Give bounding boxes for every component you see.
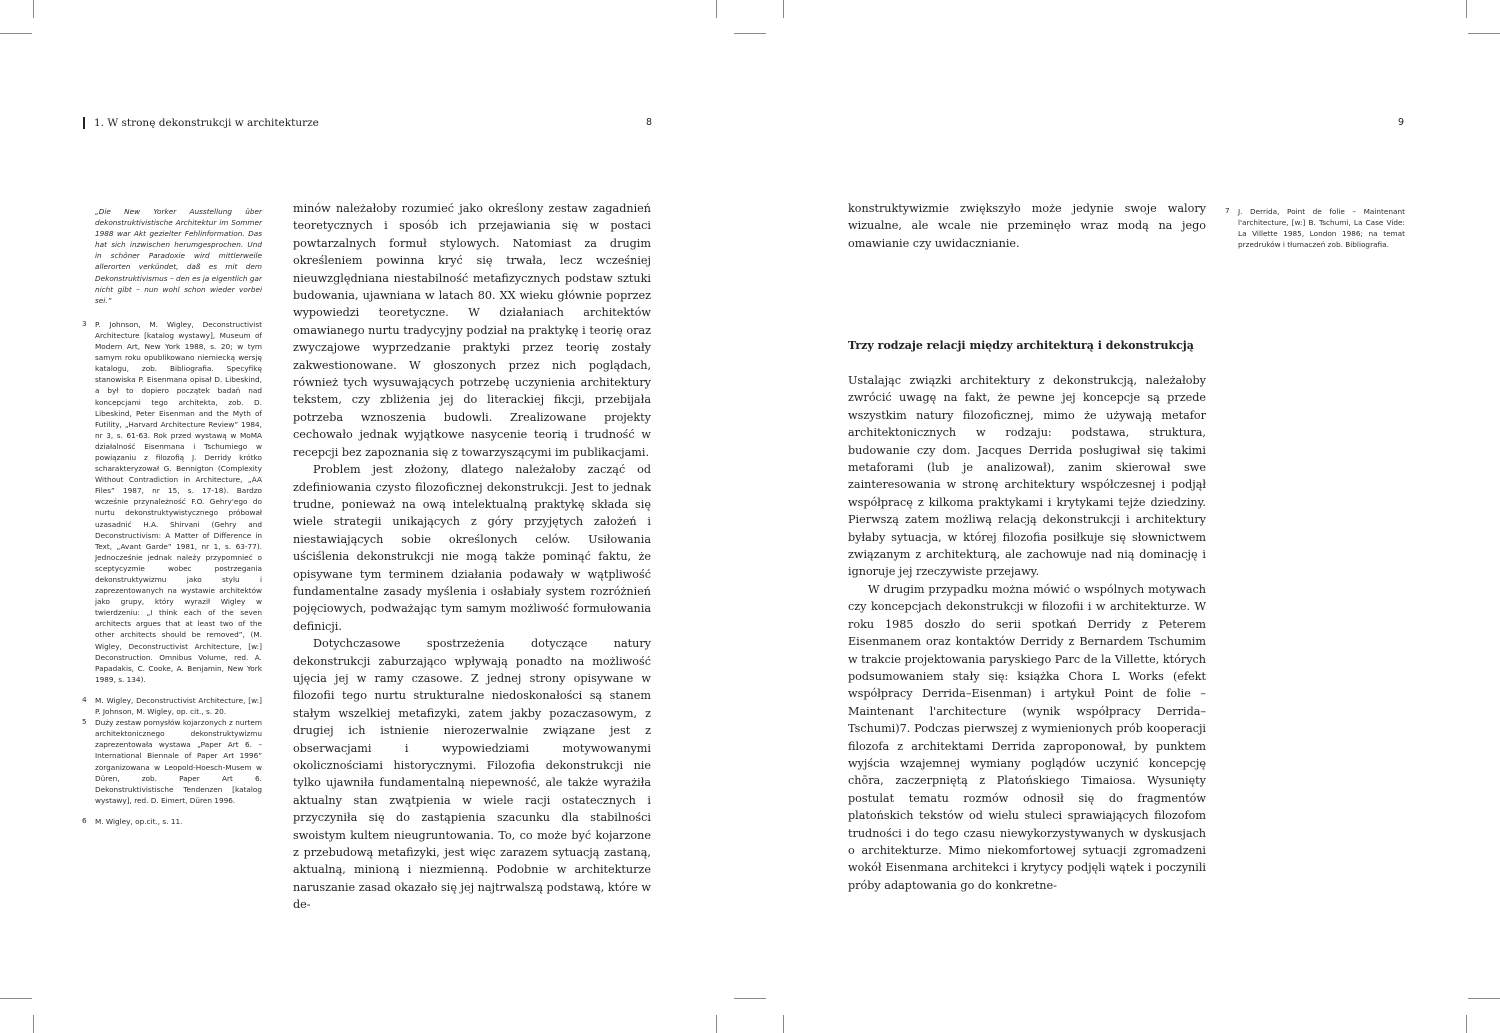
section-heading: Trzy rodzaje relacji między architekturą i dekonstrukcją <box>848 339 1194 352</box>
right-body-text <box>848 372 1206 894</box>
running-head-title: 1. W stronę dekonstrukcji w architekturze <box>94 117 319 129</box>
left-footnotes <box>82 206 262 827</box>
footnote-text: Duży zestaw pomysłów kojarzonych z nurtem architektonicznego dekonstruktywizmu zaprezentowała wystawa „Paper Art 6. – International Biennale of Paper Art 1996” zorganizowana w Leopold-Hoesch-Musem w Düren, zob. Paper Art 6. Dekonstruktivistische Tendenzen [katalog wystawy], red. D. Eimert, Düren 1996. <box>95 718 262 805</box>
footnote-5 <box>82 717 262 806</box>
footnote-6 <box>82 815 262 827</box>
footnote-text: M. Wigley, op.cit., s. 11. <box>95 816 183 826</box>
footnote-number: 6 <box>82 815 87 825</box>
paragraph: minów należałoby rozumieć jako określony zestaw zagadnień teoretycznych i sposób ich przejawiania się w postaci powtarzalnych formuł stylowych. Natomiast za drugim określeniem powinna kryć się trwała, lecz wcześniej nieuwzględniana niestabilność metafizycznych podstaw sztuki budowania, ujawniana w latach 80. XX wieku głównie poprzez wypowiedzi teoretyczne. W działaniach architektów omawianego nurtu tradycyjny podział na praktykę i teorię oraz zwyczajowe wyprzedzanie praktyki przez teorię zostały zakwestionowane. W głoszonych przez nich poglądach, również tych wysuwających potrzebę uczynienia architektury tekstem, czy zbliżenia jej do literackiej fikcji, przebijała potrzeba wznoszenia budowli. Zrealizowane projekty cechowało jednak wyjątkowe nasycenie teorią i trudność w recepcji bez zapoznania się z towarzyszącymi im publikacjami. <box>293 202 651 459</box>
footnote-4 <box>82 694 262 717</box>
crop-mark <box>783 0 784 18</box>
crop-mark <box>1468 998 1500 999</box>
footnote-number: 4 <box>82 694 87 704</box>
footnote-text: J. Derrida, Point de folie – Maintenant l'architecture, [w:] B. Tschumi, La Case Vide: La Villette 1985, London 1986; na temat przedruków i tłumaczeń zob. Bibliografia. <box>1238 207 1405 250</box>
paragraph: W drugim przypadku można mówić o wspólnych motywach czy koncepcjach dekonstrukcji w filozofii i w architekturze. W roku 1985 doszło do serii spotkań Derridy z Peterem Eisenmanem oraz kontaktów Derridy z Bernardem Tschumim w trakcie projektowania paryskiego Parc de la Villette, których podsumowaniem stały się: książka Chora L Works (efekt współpracy Derrida–Eisenman) i artykuł Point de folie – Maintenant l'architecture (wynik współpracy Derrida–Tschumi)7. Podczas pierwszej z wymienionych prób kooperacji filozofa z architektami Derrida zaproponował, by punktem wyjścia wzajemnej wymiany poglądów uczynić koncepcję chōra, zaczerpniętą z Platońskiego Timaiosa. Wysunięty postulat tematu rozmów odnosił się do fragmentów platońskich tekstów od wielu stuleci sprawiających filozofom trudności i do tego czasu niewykorzystywanych w dyskusjach o architekturze. Mimo niekomfortowej sytuacji zgromadzeni wokół Eisenmana architekci i krytycy podjęli wątek i poczynili próby adaptowania go do konkretne- <box>848 582 1206 892</box>
crop-mark <box>734 33 766 34</box>
footnote-number: 5 <box>82 717 87 727</box>
paragraph: Ustalając związki architektury z dekonstrukcją, należałoby zwrócić uwagę na fakt, że pewne jej koncepcje są przede wszystkim natury filozoficznej, mimo że używają metafor architektonicznych w rodzaju: podstawa, struktura, budowanie czy dom. Jacques Derrida posługiwał się takimi metaforami (lub je analizował), zanim skierował swe zainteresowania w stronę architektury współczesnej i podjął współpracę z kilkoma praktykami i krytykami tejże dziedziny. Pierwszą zatem możliwą relacją dekonstrukcji i architektury byłaby sytuacja, w której filozofia posiłkuje się słownictwem związanym z architekturą, ale zachowuje nad nią dominację i ignoruje jej rzeczywiste przejawy. <box>848 374 1206 579</box>
paragraph: Dotychczasowe spostrzeżenia dotyczące natury dekonstrukcji zaburzająco wpływają ponadto na możliwość ujęcia jej w ramy czasowe. Z jednej strony opisywane w filozofii tego nurtu strukturalne niedoskonałości są stanem stałym wszelkiej metafizyki, zatem jakby pozaczasowym, z drugiej ich istnienie nierozerwalnie związane jest z obserwacjami i wypowiedziami motywowanymi okolicznościami historycznymi. Filozofia dekonstrukcji nie tylko ujawniła fundamentalną niepewność, ale także wyrażiła aktualny stan zwątpienia w wiele racji ostatecznych i przyczyniła się do zastąpienia szacunku dla stabilności swoistym kultem nieugruntowania. To, co może być kojarzone z przebudową metafizyki, jest więc zarazem sytuacją zastaną, aktualną, minioną i niezmienną. Podobnie w architekturze naruszanie zasad okazało się jej najtrwalszą podstawą, które w de- <box>293 637 651 912</box>
crop-mark <box>0 998 32 999</box>
crop-mark <box>1468 33 1500 34</box>
crop-mark <box>33 0 34 18</box>
left-body-text <box>293 200 651 914</box>
paragraph: Problem jest złożony, dlatego należałoby zacząć od zdefiniowania czysto filozoficznej dekonstrukcji. Jest to jednak trudne, ponieważ na ową intelektualną praktykę składa się wiele strategii unikających z góry przyjętych założeń i niestawiających sobie określonych celów. Usiłowania uściślenia dekonstrukcji nie mogą także pominąć faktu, że opisywane tym terminem działania podawały w wątpliwość fundamentalne zasady myślenia i osłabiały system rozróżnień pojęciowych, podważając tym samym możliwość formułowania definicji. <box>293 463 651 633</box>
crop-mark <box>783 1015 784 1033</box>
footnote-number: 3 <box>82 318 87 328</box>
right-footnotes <box>1225 206 1405 250</box>
crop-mark <box>0 33 32 34</box>
running-head-bar <box>83 117 85 129</box>
page-number-left: 8 <box>646 117 653 128</box>
right-body-top <box>848 200 1206 252</box>
footnote-3 <box>82 318 262 685</box>
footnote-text: M. Wigley, Deconstructivist Architecture, [w:] P. Johnson, M. Wigley, op. cit., s. 20. <box>95 695 262 717</box>
crop-mark <box>716 0 717 18</box>
crop-mark <box>734 998 766 999</box>
crop-mark <box>716 1015 717 1033</box>
footnote-number: 7 <box>1225 206 1230 215</box>
page-number-right: 9 <box>1398 117 1405 128</box>
footnote-quote: „Die New Yorker Ausstellung über dekonstruktivistische Architektur im Sommer 1988 war Akt gezielter Fehlinformation. Das hat sich inzwischen herumgesprochen. Und in schöner Paradoxie wird mittlerweile allerorten verkündet, daß es mit dem Dekonstruktivismus – den es ja eigentlich gar nicht gibt – nun wohl schon wieder vorbei sei.” <box>95 207 262 305</box>
crop-mark <box>33 1015 34 1033</box>
crop-mark <box>1466 0 1467 18</box>
crop-mark <box>1466 1015 1467 1033</box>
running-head <box>83 117 319 129</box>
footnote-text: P. Johnson, M. Wigley, Deconstructivist Architecture [katalog wystawy], Museum of Modern Art, New York 1988, s. 20; w tym samym roku opublikowano niemiecką wersję katalogu, zob. Bibliografia. Specyfikę stanowiska P. Eisenmana opisał D. Libeskind, a był to dopiero początek badań nad koncepcjami tego architekta, zob. D. Libeskind, Peter Eisenman and the Myth of Futility, „Harvard Architecture Review” 1984, nr 3, s. 61-63. Rok przed wystawą w MoMA działalność Eisenmana i Tschumiego w powiązaniu z filozofią J. Derridy krótko scharakteryzował G. Bennigton (Complexity Without Contradiction in Architecture, „AA Files” 1987, nr 15, s. 17-18). Bardzo wcześnie przynależność F.O. Gehry'ego do nurtu dekonstruktywistycznego próbował uzasadnić H.A. Shirvani (Gehry and Deconstructivism: A Matter of Difference in Text, „Avant Garde” 1981, nr 1, s. 63-77). Jednocześnie jednak należy przypomnieć o sceptycyzmie wobec postrzegania dekonstruktywizmu jako stylu i zaprezentowanych na wystawie architektów jako grupy, który wyraził Wigley w twierdzeniu: „I think each of the seven architects argues that at least two of the other architects should be removed”, (M. Wigley, Deconstructivist Architecture, [w:] Deconstruction. Omnibus Volume, red. A. Papadakis, C. Cooke, A. Benjamin, New York 1989, s. 134). <box>95 319 262 684</box>
paragraph: konstruktywizmie zwiększyło może jedynie swoje walory wizualne, ale wcale nie przeminęło wraz modą na jego omawianie czy uwidacznianie. <box>848 202 1206 250</box>
footnote-7 <box>1225 206 1405 250</box>
